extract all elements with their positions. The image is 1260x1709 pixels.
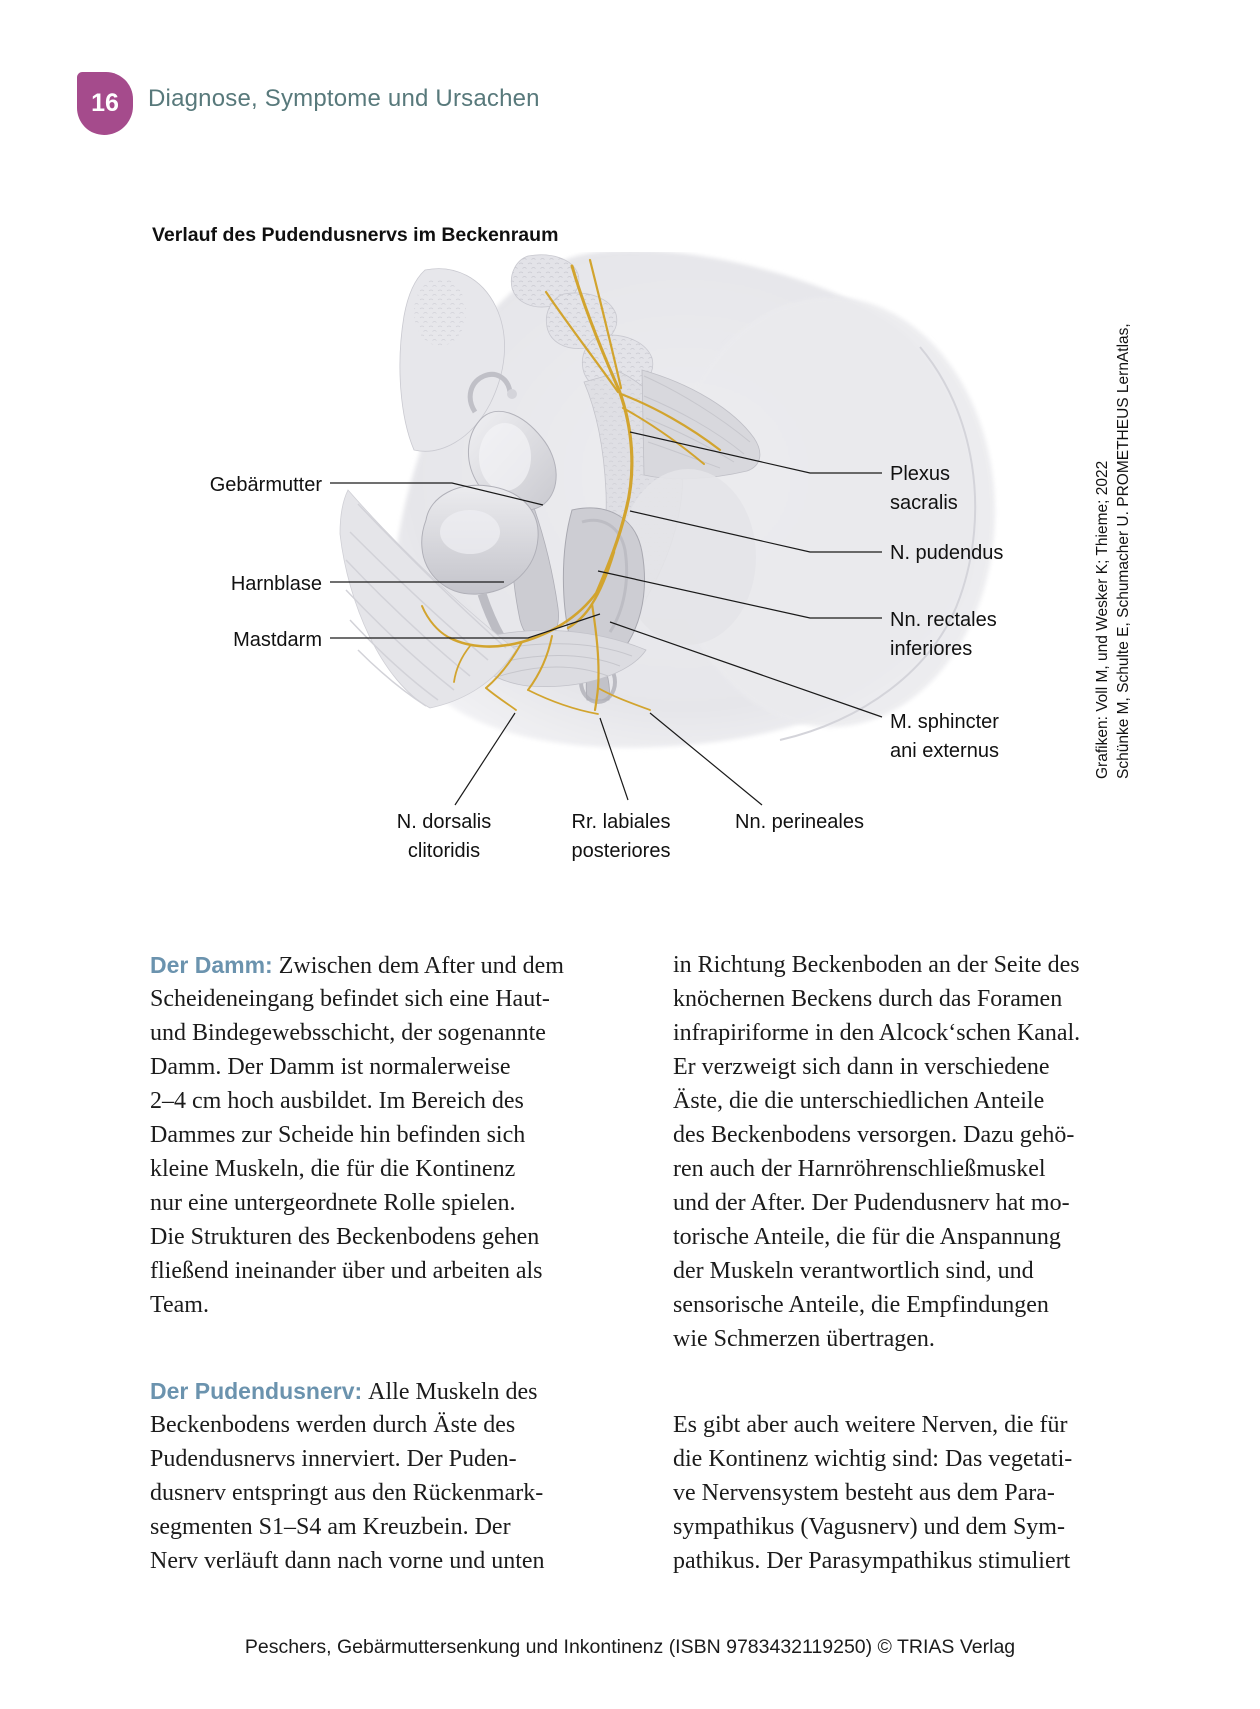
text-line: die Kontinenz wichtig sind: Das vegetati- — [673, 1446, 1073, 1472]
text-line: kleine Muskeln, die für die Kontinenz — [150, 1156, 516, 1182]
label-harnblase: Harnblase — [230, 573, 322, 595]
body-column-right — [673, 948, 1080, 1630]
label-line: inferiores — [890, 638, 973, 660]
label-plexus-sacralis — [890, 460, 958, 518]
text-line: Der Damm: Zwischen dem After und dem — [150, 952, 564, 979]
label-rr-labiales-posteriores — [541, 808, 701, 866]
label-nn-perineales: Nn. perineales — [735, 811, 864, 833]
page-number-badge — [77, 72, 133, 135]
page-number: 16 — [91, 89, 119, 117]
figure-credit-line: Schünke M, Schulte E, Schumacher U. PROMETHEUS LernAtlas, — [1115, 323, 1132, 779]
text-line: ve Nervensystem besteht aus dem Para- — [673, 1480, 1055, 1506]
text-line: Er verzweigt sich dann in verschiedene — [673, 1054, 1050, 1080]
figure-credit-line: Grafiken: Voll M, und Wesker K; Thieme; 2022 — [1094, 460, 1111, 779]
label-line: M. sphincter — [890, 711, 999, 733]
paragraph — [150, 948, 564, 1322]
label-line: N. dorsalis — [396, 811, 492, 833]
text-line: des Beckenbodens versorgen. Dazu gehö- — [673, 1122, 1075, 1148]
label-mastdarm: Mastdarm — [233, 629, 322, 651]
label-line: clitoridis — [407, 840, 481, 862]
label-line: ani externus — [890, 740, 999, 762]
label-gebaermutter: Gebärmutter — [209, 474, 322, 496]
text-line: Die Strukturen des Beckenbodens gehen — [150, 1224, 540, 1250]
label-n-dorsalis-clitoridis — [364, 808, 524, 866]
footer-credit: Peschers, Gebärmuttersenkung und Inkontinenz (ISBN 9783432119250) © TRIAS Verlag — [244, 1636, 1016, 1658]
text-line: in Richtung Beckenboden an der Seite des — [673, 952, 1080, 978]
text-line: Team. — [150, 1292, 209, 1318]
text-line: Nerv verläuft dann nach vorne und unten — [150, 1548, 545, 1574]
figure-title: Verlauf des Pudendusnervs im Beckenraum — [152, 224, 559, 246]
text-line: pathikus. Der Parasympathikus stimuliert — [673, 1548, 1071, 1574]
text-line: fließend ineinander über und arbeiten als — [150, 1258, 543, 1284]
label-line: Nn. rectales — [890, 609, 997, 631]
text-line: Der Pudendusnerv: Alle Muskeln des — [150, 1378, 538, 1405]
paragraph-heading: Der Pudendusnerv: — [150, 1378, 363, 1404]
text-line: 2–4 cm hoch ausbildet. Im Bereich des — [150, 1088, 524, 1114]
figure-credit — [1092, 323, 1134, 779]
paragraph — [150, 1374, 564, 1578]
text-line: nur eine untergeordnete Rolle spielen. — [150, 1190, 516, 1216]
paragraph — [673, 1408, 1080, 1578]
body-column-left — [150, 948, 564, 1630]
text-line: und Bindegewebsschicht, der sogenannte — [150, 1020, 546, 1046]
label-line: posteriores — [571, 840, 671, 862]
paragraph-heading: Der Damm: — [150, 952, 273, 978]
label-nn-rectales-inferiores — [890, 606, 997, 664]
text-line: Beckenbodens werden durch Äste des — [150, 1412, 516, 1438]
text-line: infrapiriforme in den Alcock‘schen Kanal. — [673, 1020, 1081, 1046]
text-line: sympathikus (Vagusnerv) und dem Sym- — [673, 1514, 1065, 1540]
text-line: dusnerv entspringt aus den Rückenmark- — [150, 1480, 544, 1506]
text-line: Scheideneingang befindet sich eine Haut- — [150, 986, 550, 1012]
label-line: Rr. labiales — [571, 811, 671, 833]
text-line: Damm. Der Damm ist normalerweise — [150, 1054, 511, 1080]
chapter-header-title: Diagnose, Symptome und Ursachen — [148, 85, 540, 112]
text-line: segmenten S1–S4 am Kreuzbein. Der — [150, 1514, 511, 1540]
text-line: Es gibt aber auch weitere Nerven, die für — [673, 1412, 1068, 1438]
text-line: Äste, die die unterschiedlichen Anteile — [673, 1088, 1045, 1114]
text-line: Dammes zur Scheide hin befinden sich — [150, 1122, 526, 1148]
label-n-pudendus: N. pudendus — [890, 542, 1004, 564]
label-m-sphincter-ani-externus — [890, 708, 999, 766]
text-line: ren auch der Harnröhrenschließmuskel — [673, 1156, 1046, 1182]
text-line: knöchernen Beckens durch das Foramen — [673, 986, 1063, 1012]
text-line: wie Schmerzen übertragen. — [673, 1326, 935, 1352]
label-line: sacralis — [890, 492, 958, 514]
label-line: Plexus — [890, 463, 951, 485]
text-line: und der After. Der Pudendusnerv hat mo- — [673, 1190, 1070, 1216]
text-line: torische Anteile, die für die Anspannung — [673, 1224, 1061, 1250]
text-line: sensorische Anteile, die Empfindungen — [673, 1292, 1049, 1318]
text-line: Pudendusnervs innerviert. Der Puden- — [150, 1446, 517, 1472]
paragraph — [673, 948, 1080, 1356]
text-line: der Muskeln verantwortlich sind, und — [673, 1258, 1034, 1284]
